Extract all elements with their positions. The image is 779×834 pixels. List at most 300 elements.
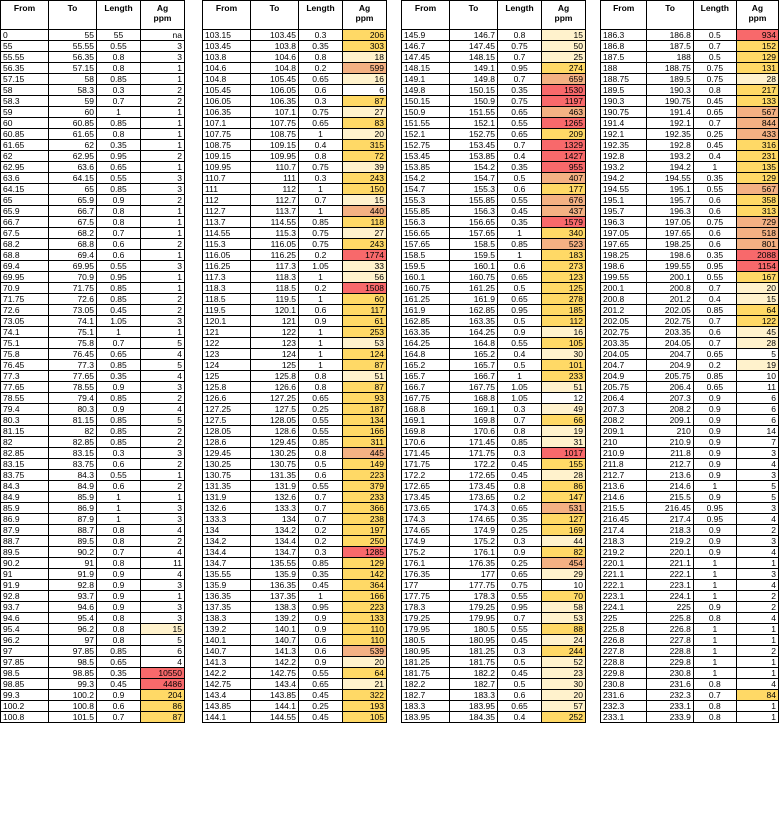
length-cell: 0.95: [693, 261, 736, 272]
to-cell: 68.2: [49, 228, 97, 239]
ag-ppm-cell: 16: [542, 327, 586, 338]
length-cell: 0.8: [97, 635, 141, 646]
table-row: [203, 85, 387, 96]
from-cell: 150.15: [402, 96, 450, 107]
from-cell: 220.1: [601, 558, 647, 569]
from-cell: 190.75: [601, 107, 647, 118]
ag-ppm-cell: 440: [343, 206, 387, 217]
to-cell: 169.8: [450, 415, 498, 426]
length-cell: 0.2: [299, 536, 343, 547]
ag-ppm-cell: 133: [343, 613, 387, 624]
to-cell: 126.6: [251, 382, 299, 393]
from-cell: 161.25: [402, 294, 450, 305]
ag-ppm-cell: 454: [542, 558, 586, 569]
to-cell: 165.2: [450, 349, 498, 360]
ag-ppm-cell: 2: [736, 646, 778, 657]
length-cell: 0.3: [299, 30, 343, 41]
ag-ppm-cell: 18: [343, 52, 387, 63]
to-cell: 206.4: [647, 382, 693, 393]
table-row: [601, 393, 779, 404]
from-cell: 89.5: [1, 547, 49, 558]
to-cell: 168.8: [450, 393, 498, 404]
length-cell: 0.7: [693, 283, 736, 294]
column-header: From: [1, 1, 49, 30]
length-cell: 0.6: [299, 85, 343, 96]
from-cell: 86.9: [1, 514, 49, 525]
ag-ppm-cell: 150: [343, 184, 387, 195]
table-row: [601, 470, 779, 481]
ag-ppm-cell: 4: [736, 514, 778, 525]
table-row: [1, 129, 185, 140]
ag-ppm-cell: 6: [736, 415, 778, 426]
table-row: [402, 261, 586, 272]
ag-ppm-cell: 64: [343, 668, 387, 679]
ag-ppm-cell: 1: [141, 327, 185, 338]
length-cell: 0.65: [693, 107, 736, 118]
to-cell: 171.45: [450, 437, 498, 448]
from-cell: 157.65: [402, 239, 450, 250]
length-cell: 1: [693, 591, 736, 602]
to-cell: 112: [251, 184, 299, 195]
to-cell: 216.45: [647, 503, 693, 514]
from-cell: 63.6: [1, 173, 49, 184]
table-row: [601, 206, 779, 217]
from-cell: 88.7: [1, 536, 49, 547]
ag-ppm-cell: 567: [736, 107, 778, 118]
ag-ppm-cell: 2: [736, 525, 778, 536]
table-row: [601, 481, 779, 492]
length-cell: 0.6: [693, 228, 736, 239]
to-cell: 96.2: [49, 624, 97, 635]
ag-ppm-cell: 2: [141, 195, 185, 206]
ag-ppm-cell: 2: [141, 536, 185, 547]
table-row: [1, 63, 185, 74]
ag-ppm-cell: 30: [542, 349, 586, 360]
to-cell: 194.2: [647, 162, 693, 173]
from-cell: 98.5: [1, 668, 49, 679]
from-cell: 142.75: [203, 679, 251, 690]
ag-ppm-cell: 56: [343, 272, 387, 283]
length-cell: 0.6: [97, 250, 141, 261]
ag-ppm-cell: 1: [141, 492, 185, 503]
length-cell: 1: [299, 129, 343, 140]
from-cell: 188.75: [601, 74, 647, 85]
ag-ppm-cell: 131: [736, 63, 778, 74]
to-cell: 65: [49, 184, 97, 195]
ag-ppm-cell: 86: [141, 701, 185, 712]
table-row: [402, 107, 586, 118]
length-cell: 1: [693, 657, 736, 668]
length-cell: 0.7: [97, 338, 141, 349]
from-cell: 131.9: [203, 492, 251, 503]
ag-ppm-cell: 1530: [542, 85, 586, 96]
table-row: [203, 668, 387, 679]
ag-ppm-cell: 58: [542, 602, 586, 613]
table-row: [1, 327, 185, 338]
length-cell: 0.8: [299, 371, 343, 382]
to-cell: 129.45: [251, 437, 299, 448]
ag-ppm-cell: 1: [141, 470, 185, 481]
to-cell: 198.25: [647, 239, 693, 250]
ag-ppm-cell: 217: [736, 85, 778, 96]
from-cell: 224.1: [601, 602, 647, 613]
to-cell: 154.2: [450, 162, 498, 173]
table-row: [1, 492, 185, 503]
table-row: [1, 712, 185, 723]
from-cell: 209.1: [601, 426, 647, 437]
length-cell: 0.8: [693, 679, 736, 690]
length-cell: 0.85: [498, 239, 542, 250]
length-cell: 1: [693, 162, 736, 173]
to-cell: 215.5: [647, 492, 693, 503]
from-cell: 176.35: [402, 569, 450, 580]
length-cell: 0.65: [693, 349, 736, 360]
table-row: [402, 184, 586, 195]
length-cell: 0.6: [97, 459, 141, 470]
length-cell: 0.85: [97, 74, 141, 85]
length-cell: 0.6: [97, 239, 141, 250]
ag-ppm-cell: 45: [736, 327, 778, 338]
table-row: [203, 360, 387, 371]
length-cell: 0.5: [693, 30, 736, 41]
table-row: [1, 228, 185, 239]
table-row: [203, 228, 387, 239]
to-cell: 214.6: [647, 481, 693, 492]
to-cell: 229.8: [647, 657, 693, 668]
to-cell: 106.05: [251, 85, 299, 96]
to-cell: 109.95: [251, 151, 299, 162]
ag-ppm-cell: 177: [542, 184, 586, 195]
length-cell: 0.3: [299, 173, 343, 184]
table-row: [402, 195, 586, 206]
to-cell: 202.75: [647, 316, 693, 327]
table-row: [601, 657, 779, 668]
from-cell: 87.9: [1, 525, 49, 536]
ag-ppm-cell: 5: [141, 415, 185, 426]
ag-ppm-cell: 193: [343, 701, 387, 712]
to-cell: 56.35: [49, 52, 97, 63]
from-cell: 168.8: [402, 404, 450, 415]
from-cell: 146.7: [402, 41, 450, 52]
from-cell: 84.9: [1, 492, 49, 503]
to-cell: 213.6: [647, 470, 693, 481]
table-row: [402, 272, 586, 283]
ag-ppm-cell: 3: [141, 41, 185, 52]
from-cell: 204.7: [601, 360, 647, 371]
length-cell: 0.8: [97, 129, 141, 140]
column-header: To: [647, 1, 693, 30]
from-cell: 141.3: [203, 657, 251, 668]
table-row: [601, 283, 779, 294]
from-cell: 177.75: [402, 591, 450, 602]
to-cell: 103.8: [251, 41, 299, 52]
table-row: [1, 393, 185, 404]
length-cell: 0.3: [299, 96, 343, 107]
from-cell: 151.55: [402, 118, 450, 129]
ag-ppm-cell: 149: [343, 459, 387, 470]
ag-ppm-cell: 1: [736, 558, 778, 569]
from-cell: 233.1: [601, 712, 647, 723]
ag-ppm-cell: 2: [141, 96, 185, 107]
to-cell: 155.3: [450, 184, 498, 195]
length-cell: 1: [97, 503, 141, 514]
to-cell: 164.8: [450, 338, 498, 349]
from-cell: 133.3: [203, 514, 251, 525]
from-cell: 134: [203, 525, 251, 536]
table-row: [1, 294, 185, 305]
length-cell: 0.7: [693, 118, 736, 129]
ag-ppm-cell: 20: [343, 129, 387, 140]
column-header: Ag ppm: [542, 1, 586, 30]
length-cell: 0.9: [693, 525, 736, 536]
table-row: [203, 481, 387, 492]
ag-ppm-cell: 1: [141, 118, 185, 129]
ag-ppm-cell: 5: [141, 635, 185, 646]
length-cell: 0.6: [693, 206, 736, 217]
table-row: [1, 558, 185, 569]
length-cell: 0.85: [299, 437, 343, 448]
to-cell: 140.7: [251, 635, 299, 646]
from-cell: 132.6: [203, 503, 251, 514]
to-cell: 228.8: [647, 646, 693, 657]
length-cell: 0.55: [498, 591, 542, 602]
table-row: [203, 580, 387, 591]
to-cell: 65.9: [49, 195, 97, 206]
table-row: [203, 657, 387, 668]
from-cell: 169.8: [402, 426, 450, 437]
length-cell: 0.55: [498, 118, 542, 129]
ag-ppm-cell: 1: [736, 668, 778, 679]
to-cell: 176.1: [450, 547, 498, 558]
to-cell: 117.3: [251, 261, 299, 272]
to-cell: 115.3: [251, 228, 299, 239]
ag-ppm-cell: 3: [736, 569, 778, 580]
table-row: [203, 547, 387, 558]
from-cell: 128.05: [203, 426, 251, 437]
length-cell: 0.7: [97, 712, 141, 723]
length-cell: 0.55: [299, 415, 343, 426]
length-cell: 0.5: [693, 52, 736, 63]
from-cell: 231.6: [601, 690, 647, 701]
from-cell: 207.3: [601, 404, 647, 415]
length-cell: 0.8: [97, 525, 141, 536]
length-cell: 0.9: [693, 547, 736, 558]
table-row: [601, 96, 779, 107]
ag-ppm-cell: 366: [343, 503, 387, 514]
to-cell: 148.15: [450, 52, 498, 63]
to-cell: 174.65: [450, 514, 498, 525]
ag-ppm-cell: 1: [736, 635, 778, 646]
from-cell: 122: [203, 338, 251, 349]
ag-ppm-cell: 87: [343, 96, 387, 107]
to-cell: 114.55: [251, 217, 299, 228]
to-cell: 97: [49, 635, 97, 646]
to-cell: 204.7: [647, 349, 693, 360]
length-cell: 0.45: [498, 459, 542, 470]
table-row: [1, 206, 185, 217]
ag-ppm-cell: 101: [542, 360, 586, 371]
ag-ppm-cell: 135: [736, 162, 778, 173]
table-row: [1, 96, 185, 107]
table-row: [601, 536, 779, 547]
ag-ppm-cell: 1: [141, 283, 185, 294]
from-cell: 134.7: [203, 558, 251, 569]
table-row: [1, 657, 185, 668]
to-cell: 140.1: [251, 624, 299, 635]
length-cell: 0.3: [97, 448, 141, 459]
ag-ppm-cell: 57: [542, 701, 586, 712]
length-cell: 0.8: [498, 30, 542, 41]
ag-ppm-cell: 1: [736, 624, 778, 635]
to-cell: 159.5: [450, 250, 498, 261]
length-cell: 0.45: [97, 305, 141, 316]
length-cell: 0.35: [97, 668, 141, 679]
length-cell: 0.35: [693, 173, 736, 184]
from-cell: 154.7: [402, 184, 450, 195]
table-row: [402, 602, 586, 613]
table-row: [402, 228, 586, 239]
table-row: [601, 514, 779, 525]
ag-ppm-cell: 51: [542, 382, 586, 393]
to-cell: 192.35: [647, 129, 693, 140]
ag-ppm-cell: 64: [736, 305, 778, 316]
ag-ppm-cell: 322: [343, 690, 387, 701]
ag-ppm-cell: 2: [736, 602, 778, 613]
table-row: [203, 151, 387, 162]
table-row: [402, 514, 586, 525]
table-row: [402, 558, 586, 569]
to-cell: 147.45: [450, 41, 498, 52]
table-row: [203, 162, 387, 173]
length-cell: 0.8: [693, 613, 736, 624]
ag-ppm-cell: 15: [141, 624, 185, 635]
ag-ppm-cell: 1285: [343, 547, 387, 558]
to-cell: 212.7: [647, 459, 693, 470]
ag-ppm-cell: 87: [343, 382, 387, 393]
length-cell: 0.9: [299, 613, 343, 624]
from-cell: 211.8: [601, 459, 647, 470]
table-row: [601, 294, 779, 305]
length-cell: 0.85: [97, 646, 141, 657]
assay-table-1: [0, 0, 185, 723]
ag-ppm-cell: 3: [141, 448, 185, 459]
to-cell: 55: [49, 30, 97, 41]
ag-ppm-cell: 204: [141, 690, 185, 701]
length-cell: 1: [299, 349, 343, 360]
table-row: [1, 679, 185, 690]
length-cell: 0.6: [299, 305, 343, 316]
length-cell: 0.85: [97, 426, 141, 437]
to-cell: 203.35: [647, 327, 693, 338]
from-cell: 167.75: [402, 393, 450, 404]
length-cell: 0.8: [97, 536, 141, 547]
from-cell: 160.75: [402, 283, 450, 294]
table-row: [1, 613, 185, 624]
from-cell: 204.9: [601, 371, 647, 382]
table-row: [203, 459, 387, 470]
column-header: To: [49, 1, 97, 30]
table-row: [402, 173, 586, 184]
table-row: [1, 360, 185, 371]
ag-ppm-cell: 3: [141, 514, 185, 525]
from-cell: 134.2: [203, 536, 251, 547]
ag-ppm-cell: 2: [141, 393, 185, 404]
to-cell: 134: [251, 514, 299, 525]
to-cell: 104.6: [251, 52, 299, 63]
from-cell: 77.3: [1, 371, 49, 382]
ag-ppm-cell: 379: [343, 481, 387, 492]
to-cell: 105.45: [251, 74, 299, 85]
to-cell: 77.3: [49, 360, 97, 371]
table-row: [203, 624, 387, 635]
to-cell: 172.65: [450, 470, 498, 481]
from-cell: 103.15: [203, 30, 251, 41]
to-cell: 175.2: [450, 536, 498, 547]
ag-ppm-cell: 167: [736, 272, 778, 283]
ag-ppm-cell: 1: [141, 74, 185, 85]
ag-ppm-cell: 1427: [542, 151, 586, 162]
to-cell: 143.4: [251, 679, 299, 690]
length-cell: 0.9: [97, 591, 141, 602]
table-row: [1, 591, 185, 602]
ag-ppm-cell: 53: [343, 338, 387, 349]
to-cell: 160.75: [450, 272, 498, 283]
length-cell: 0.35: [97, 140, 141, 151]
table-row: [203, 514, 387, 525]
length-cell: 0.7: [299, 514, 343, 525]
to-cell: 144.55: [251, 712, 299, 723]
table-row: [402, 338, 586, 349]
to-cell: 88.7: [49, 525, 97, 536]
table-row: [1, 437, 185, 448]
to-cell: 204.9: [647, 360, 693, 371]
from-cell: 203.35: [601, 338, 647, 349]
from-cell: 154.2: [402, 173, 450, 184]
length-cell: 0.75: [299, 162, 343, 173]
from-cell: 119.5: [203, 305, 251, 316]
ag-ppm-cell: 27: [343, 228, 387, 239]
ag-ppm-cell: 1579: [542, 217, 586, 228]
to-cell: 164.25: [450, 327, 498, 338]
length-cell: 0.45: [498, 470, 542, 481]
ag-ppm-cell: 4: [141, 547, 185, 558]
ag-ppm-cell: 51: [343, 371, 387, 382]
ag-ppm-cell: 25: [542, 52, 586, 63]
table-row: [1, 426, 185, 437]
table-row: [601, 701, 779, 712]
from-cell: 158.5: [402, 250, 450, 261]
ag-ppm-cell: 86: [542, 481, 586, 492]
table-row: [203, 206, 387, 217]
table-row: [203, 250, 387, 261]
to-cell: 94.6: [49, 602, 97, 613]
to-cell: 118.3: [251, 272, 299, 283]
ag-ppm-cell: 303: [343, 41, 387, 52]
to-cell: 142.75: [251, 668, 299, 679]
ag-ppm-cell: 87: [343, 360, 387, 371]
from-cell: 106.05: [203, 96, 251, 107]
from-cell: 173.45: [402, 492, 450, 503]
ag-ppm-cell: 659: [542, 74, 586, 85]
from-cell: 166.7: [402, 382, 450, 393]
from-cell: 100.8: [1, 712, 49, 723]
from-cell: 177: [402, 580, 450, 591]
to-cell: 233.9: [647, 712, 693, 723]
length-cell: 0.7: [97, 96, 141, 107]
length-cell: 0.7: [693, 41, 736, 52]
ag-ppm-cell: 2: [736, 591, 778, 602]
table-row: [203, 393, 387, 404]
